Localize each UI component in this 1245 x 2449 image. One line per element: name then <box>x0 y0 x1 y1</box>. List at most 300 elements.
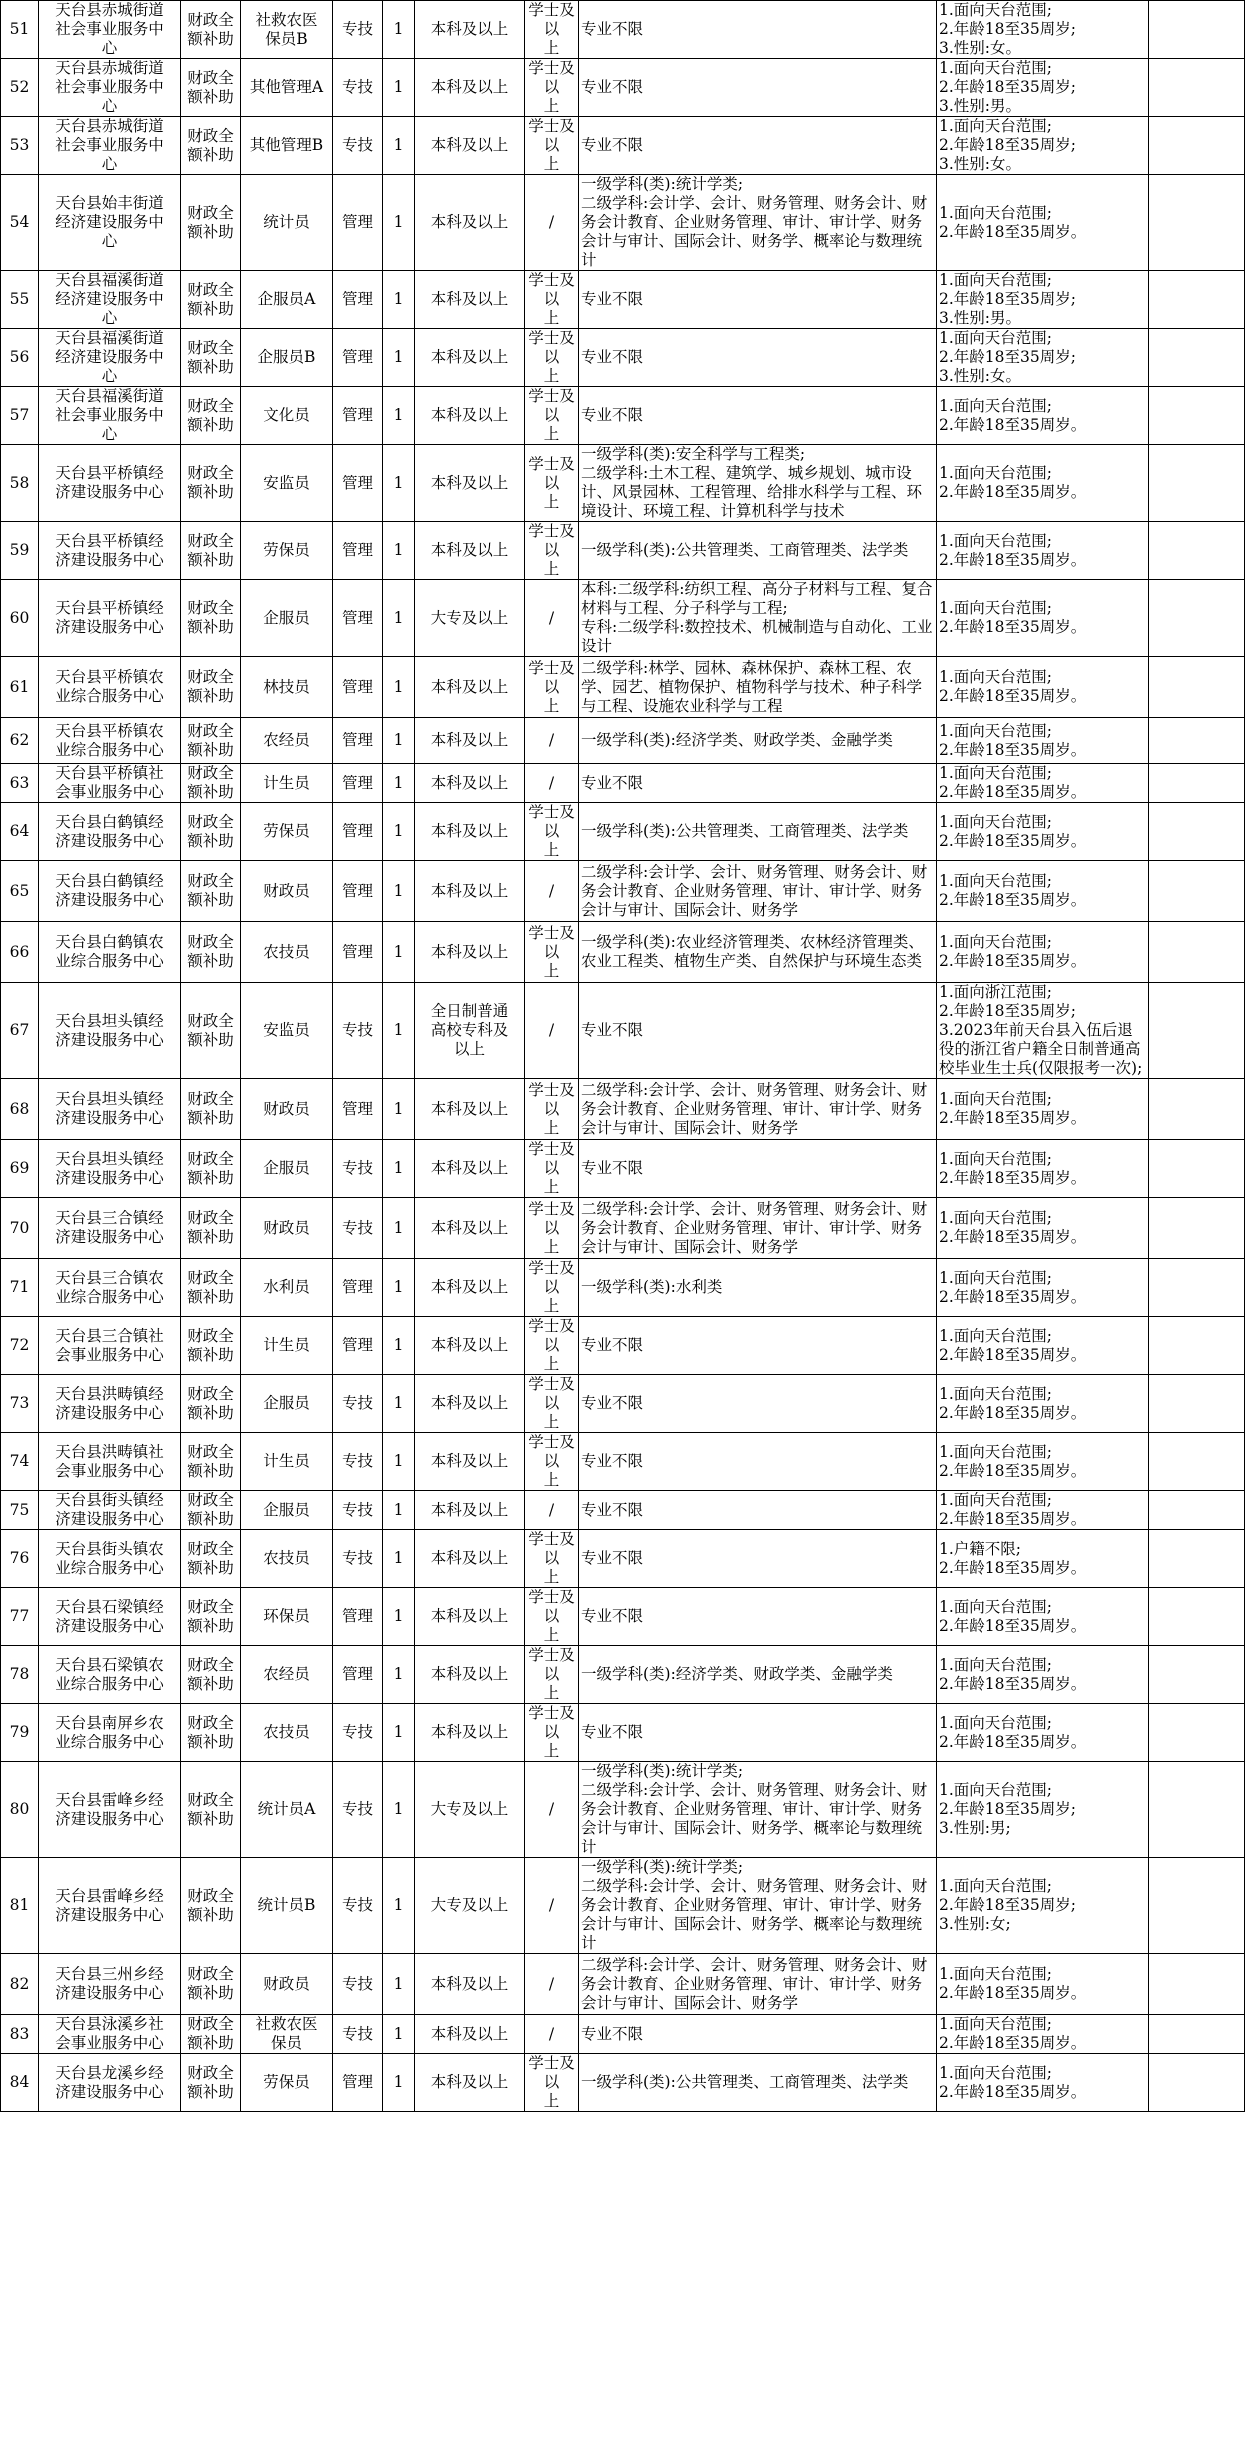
hiring-count-cell: 1 <box>383 117 415 175</box>
degree-requirement-cell: / <box>525 1954 579 2015</box>
degree-requirement-cell: 学士及以 上 <box>525 922 579 983</box>
education-requirement-cell: 本科及以上 <box>415 1079 525 1140</box>
remarks-cell <box>1149 1491 1245 1530</box>
row-number-cell: 75 <box>1 1491 39 1530</box>
funding-type-cell: 财政全 额补助 <box>181 1954 241 2015</box>
hiring-unit-cell: 天台县南屏乡农 业综合服务中心 <box>39 1704 181 1762</box>
row-number-cell: 77 <box>1 1588 39 1646</box>
education-requirement-cell: 本科及以上 <box>415 117 525 175</box>
position-name-cell: 劳保员 <box>241 522 333 580</box>
education-requirement-cell: 本科及以上 <box>415 922 525 983</box>
position-category-cell: 管理 <box>333 445 383 522</box>
position-name-cell: 企服员A <box>241 271 333 329</box>
degree-requirement-cell: 学士及以 上 <box>525 1433 579 1491</box>
table-row <box>1 1259 1245 1317</box>
degree-requirement-cell: 学士及以 上 <box>525 271 579 329</box>
position-category-cell: 管理 <box>333 1588 383 1646</box>
major-requirement-cell: 一级学科(类):统计学类; 二级学科:会计学、会计、财务管理、财务会计、财务会计教育、企业财务管理、审计、审计学、财务会计与审计、国际会计、财务学、概率论与数理统计 <box>579 1762 937 1858</box>
degree-requirement-cell: 学士及以 上 <box>525 522 579 580</box>
degree-requirement-cell: 学士及以 上 <box>525 1317 579 1375</box>
funding-type-cell: 财政全 额补助 <box>181 1646 241 1704</box>
hiring-unit-cell: 天台县福溪街道 经济建设服务中 心 <box>39 271 181 329</box>
remarks-cell <box>1149 2015 1245 2054</box>
education-requirement-cell: 本科及以上 <box>415 1259 525 1317</box>
position-category-cell: 专技 <box>333 1433 383 1491</box>
other-requirements-cell: 1.面向天台范围; 2.年龄18至35周岁。 <box>937 1954 1149 2015</box>
funding-type-cell: 财政全 额补助 <box>181 117 241 175</box>
hiring-count-cell: 1 <box>383 1317 415 1375</box>
position-category-cell: 管理 <box>333 271 383 329</box>
table-row <box>1 1858 1245 1954</box>
hiring-unit-cell: 天台县平桥镇经 济建设服务中心 <box>39 445 181 522</box>
hiring-count-cell: 1 <box>383 1704 415 1762</box>
funding-type-cell: 财政全 额补助 <box>181 922 241 983</box>
hiring-count-cell: 1 <box>383 1079 415 1140</box>
hiring-unit-cell: 天台县雷峰乡经 济建设服务中心 <box>39 1858 181 1954</box>
row-number-cell: 58 <box>1 445 39 522</box>
education-requirement-cell: 本科及以上 <box>415 1 525 59</box>
other-requirements-cell: 1.面向天台范围; 2.年龄18至35周岁。 <box>937 718 1149 764</box>
table-row <box>1 1530 1245 1588</box>
position-name-cell: 水利员 <box>241 1259 333 1317</box>
funding-type-cell: 财政全 额补助 <box>181 1491 241 1530</box>
row-number-cell: 71 <box>1 1259 39 1317</box>
funding-type-cell: 财政全 额补助 <box>181 1079 241 1140</box>
major-requirement-cell: 专业不限 <box>579 1433 937 1491</box>
other-requirements-cell: 1.面向天台范围; 2.年龄18至35周岁。 <box>937 1375 1149 1433</box>
position-category-cell: 管理 <box>333 803 383 861</box>
hiring-count-cell: 1 <box>383 1762 415 1858</box>
other-requirements-cell: 1.面向浙江范围; 2.年龄18至35周岁; 3.2023年前天台县入伍后退役的浙江省户籍全日制普通高校毕业生士兵(仅限报考一次); <box>937 983 1149 1079</box>
degree-requirement-cell: / <box>525 764 579 803</box>
remarks-cell <box>1149 1858 1245 1954</box>
funding-type-cell: 财政全 额补助 <box>181 387 241 445</box>
major-requirement-cell: 一级学科(类):统计学类; 二级学科:会计学、会计、财务管理、财务会计、财务会计教育、企业财务管理、审计、审计学、财务会计与审计、国际会计、财务学、概率论与数理统计 <box>579 1858 937 1954</box>
major-requirement-cell: 专业不限 <box>579 387 937 445</box>
education-requirement-cell: 本科及以上 <box>415 175 525 271</box>
position-name-cell: 农技员 <box>241 1704 333 1762</box>
row-number-cell: 82 <box>1 1954 39 2015</box>
hiring-unit-cell: 天台县赤城街道 社会事业服务中 心 <box>39 59 181 117</box>
position-name-cell: 文化员 <box>241 387 333 445</box>
degree-requirement-cell: 学士及以 上 <box>525 1588 579 1646</box>
row-number-cell: 78 <box>1 1646 39 1704</box>
major-requirement-cell: 一级学科(类):公共管理类、工商管理类、法学类 <box>579 2054 937 2112</box>
table-row <box>1 522 1245 580</box>
education-requirement-cell: 本科及以上 <box>415 764 525 803</box>
education-requirement-cell: 本科及以上 <box>415 718 525 764</box>
position-name-cell: 统计员B <box>241 1858 333 1954</box>
position-name-cell: 企服员 <box>241 1375 333 1433</box>
major-requirement-cell: 一级学科(类):经济学类、财政学类、金融学类 <box>579 718 937 764</box>
remarks-cell <box>1149 1317 1245 1375</box>
table-row <box>1 1491 1245 1530</box>
other-requirements-cell: 1.面向天台范围; 2.年龄18至35周岁。 <box>937 1079 1149 1140</box>
position-category-cell: 管理 <box>333 1317 383 1375</box>
position-name-cell: 企服员 <box>241 580 333 657</box>
other-requirements-cell: 1.面向天台范围; 2.年龄18至35周岁。 <box>937 522 1149 580</box>
hiring-count-cell: 1 <box>383 2015 415 2054</box>
funding-type-cell: 财政全 额补助 <box>181 1140 241 1198</box>
major-requirement-cell: 专业不限 <box>579 1491 937 1530</box>
funding-type-cell: 财政全 额补助 <box>181 522 241 580</box>
position-category-cell: 专技 <box>333 1858 383 1954</box>
row-number-cell: 69 <box>1 1140 39 1198</box>
row-number-cell: 57 <box>1 387 39 445</box>
hiring-count-cell: 1 <box>383 522 415 580</box>
other-requirements-cell: 1.面向天台范围; 2.年龄18至35周岁。 <box>937 1646 1149 1704</box>
other-requirements-cell: 1.面向天台范围; 2.年龄18至35周岁。 <box>937 580 1149 657</box>
remarks-cell <box>1149 764 1245 803</box>
remarks-cell <box>1149 1704 1245 1762</box>
table-row <box>1 983 1245 1079</box>
position-category-cell: 管理 <box>333 522 383 580</box>
hiring-count-cell: 1 <box>383 387 415 445</box>
hiring-unit-cell: 天台县洪畴镇经 济建设服务中心 <box>39 1375 181 1433</box>
education-requirement-cell: 本科及以上 <box>415 2054 525 2112</box>
degree-requirement-cell: 学士及以 上 <box>525 445 579 522</box>
row-number-cell: 66 <box>1 922 39 983</box>
hiring-unit-cell: 天台县坦头镇经 济建设服务中心 <box>39 983 181 1079</box>
position-name-cell: 企服员 <box>241 1491 333 1530</box>
other-requirements-cell: 1.面向天台范围; 2.年龄18至35周岁。 <box>937 1588 1149 1646</box>
table-row <box>1 117 1245 175</box>
position-category-cell: 专技 <box>333 1491 383 1530</box>
other-requirements-cell: 1.面向天台范围; 2.年龄18至35周岁; 3.性别:女。 <box>937 117 1149 175</box>
education-requirement-cell: 本科及以上 <box>415 1954 525 2015</box>
position-name-cell: 环保员 <box>241 1588 333 1646</box>
degree-requirement-cell: / <box>525 1491 579 1530</box>
funding-type-cell: 财政全 额补助 <box>181 2054 241 2112</box>
major-requirement-cell: 一级学科(类):公共管理类、工商管理类、法学类 <box>579 522 937 580</box>
position-name-cell: 劳保员 <box>241 803 333 861</box>
degree-requirement-cell: 学士及以 上 <box>525 803 579 861</box>
position-name-cell: 统计员 <box>241 175 333 271</box>
degree-requirement-cell: 学士及以 上 <box>525 1375 579 1433</box>
row-number-cell: 60 <box>1 580 39 657</box>
table-row <box>1 175 1245 271</box>
other-requirements-cell: 1.面向天台范围; 2.年龄18至35周岁。 <box>937 1704 1149 1762</box>
major-requirement-cell: 二级学科:会计学、会计、财务管理、财务会计、财务会计教育、企业财务管理、审计、审计学、财务会计与审计、国际会计、财务学 <box>579 1954 937 2015</box>
remarks-cell <box>1149 1198 1245 1259</box>
hiring-unit-cell: 天台县白鹤镇经 济建设服务中心 <box>39 803 181 861</box>
row-number-cell: 54 <box>1 175 39 271</box>
major-requirement-cell: 专业不限 <box>579 764 937 803</box>
position-name-cell: 企服员 <box>241 1140 333 1198</box>
major-requirement-cell: 专业不限 <box>579 1704 937 1762</box>
row-number-cell: 59 <box>1 522 39 580</box>
funding-type-cell: 财政全 额补助 <box>181 1375 241 1433</box>
other-requirements-cell: 1.面向天台范围; 2.年龄18至35周岁。 <box>937 657 1149 718</box>
row-number-cell: 74 <box>1 1433 39 1491</box>
table-row <box>1 1704 1245 1762</box>
degree-requirement-cell: 学士及以 上 <box>525 1259 579 1317</box>
education-requirement-cell: 本科及以上 <box>415 1140 525 1198</box>
degree-requirement-cell: / <box>525 983 579 1079</box>
hiring-count-cell: 1 <box>383 59 415 117</box>
funding-type-cell: 财政全 额补助 <box>181 764 241 803</box>
position-category-cell: 管理 <box>333 1646 383 1704</box>
table-row <box>1 922 1245 983</box>
remarks-cell <box>1149 1588 1245 1646</box>
major-requirement-cell: 专业不限 <box>579 329 937 387</box>
other-requirements-cell: 1.面向天台范围; 2.年龄18至35周岁。 <box>937 922 1149 983</box>
funding-type-cell: 财政全 额补助 <box>181 983 241 1079</box>
row-number-cell: 70 <box>1 1198 39 1259</box>
other-requirements-cell: 1.面向天台范围; 2.年龄18至35周岁。 <box>937 2054 1149 2112</box>
education-requirement-cell: 本科及以上 <box>415 1491 525 1530</box>
funding-type-cell: 财政全 额补助 <box>181 271 241 329</box>
funding-type-cell: 财政全 额补助 <box>181 1858 241 1954</box>
position-category-cell: 专技 <box>333 1704 383 1762</box>
table-row <box>1 1198 1245 1259</box>
table-row <box>1 1375 1245 1433</box>
position-name-cell: 农经员 <box>241 718 333 764</box>
position-name-cell: 企服员B <box>241 329 333 387</box>
table-row <box>1 59 1245 117</box>
hiring-unit-cell: 天台县坦头镇经 济建设服务中心 <box>39 1079 181 1140</box>
remarks-cell <box>1149 329 1245 387</box>
table-row <box>1 1954 1245 2015</box>
row-number-cell: 72 <box>1 1317 39 1375</box>
table-row <box>1 580 1245 657</box>
degree-requirement-cell: 学士及以 上 <box>525 1079 579 1140</box>
position-category-cell: 专技 <box>333 1375 383 1433</box>
education-requirement-cell: 本科及以上 <box>415 1646 525 1704</box>
major-requirement-cell: 专业不限 <box>579 1 937 59</box>
hiring-count-cell: 1 <box>383 580 415 657</box>
hiring-unit-cell: 天台县平桥镇农 业综合服务中心 <box>39 718 181 764</box>
degree-requirement-cell: 学士及以 上 <box>525 1 579 59</box>
row-number-cell: 80 <box>1 1762 39 1858</box>
hiring-unit-cell: 天台县三合镇社 会事业服务中心 <box>39 1317 181 1375</box>
row-number-cell: 64 <box>1 803 39 861</box>
position-name-cell: 农技员 <box>241 1530 333 1588</box>
table-body <box>1 1 1245 2112</box>
row-number-cell: 84 <box>1 2054 39 2112</box>
hiring-count-cell: 1 <box>383 329 415 387</box>
position-category-cell: 管理 <box>333 387 383 445</box>
hiring-count-cell: 1 <box>383 1954 415 2015</box>
position-category-cell: 专技 <box>333 2015 383 2054</box>
hiring-count-cell: 1 <box>383 1858 415 1954</box>
funding-type-cell: 财政全 额补助 <box>181 580 241 657</box>
remarks-cell <box>1149 922 1245 983</box>
hiring-unit-cell: 天台县三州乡经 济建设服务中心 <box>39 1954 181 2015</box>
table-row <box>1 657 1245 718</box>
row-number-cell: 68 <box>1 1079 39 1140</box>
funding-type-cell: 财政全 额补助 <box>181 718 241 764</box>
major-requirement-cell: 专业不限 <box>579 59 937 117</box>
major-requirement-cell: 专业不限 <box>579 983 937 1079</box>
education-requirement-cell: 大专及以上 <box>415 1762 525 1858</box>
hiring-unit-cell: 天台县石梁镇经 济建设服务中心 <box>39 1588 181 1646</box>
table-row <box>1 1588 1245 1646</box>
degree-requirement-cell: / <box>525 1858 579 1954</box>
degree-requirement-cell: / <box>525 1762 579 1858</box>
table-row <box>1 1646 1245 1704</box>
row-number-cell: 55 <box>1 271 39 329</box>
education-requirement-cell: 本科及以上 <box>415 657 525 718</box>
table-row <box>1 1 1245 59</box>
other-requirements-cell: 1.面向天台范围; 2.年龄18至35周岁。 <box>937 1317 1149 1375</box>
position-category-cell: 管理 <box>333 657 383 718</box>
funding-type-cell: 财政全 额补助 <box>181 329 241 387</box>
hiring-unit-cell: 天台县福溪街道 经济建设服务中 心 <box>39 329 181 387</box>
education-requirement-cell: 本科及以上 <box>415 803 525 861</box>
hiring-unit-cell: 天台县福溪街道 社会事业服务中 心 <box>39 387 181 445</box>
education-requirement-cell: 全日制普通 高校专科及 以上 <box>415 983 525 1079</box>
education-requirement-cell: 本科及以上 <box>415 59 525 117</box>
remarks-cell <box>1149 983 1245 1079</box>
hiring-unit-cell: 天台县平桥镇农 业综合服务中心 <box>39 657 181 718</box>
degree-requirement-cell: 学士及以 上 <box>525 329 579 387</box>
row-number-cell: 73 <box>1 1375 39 1433</box>
education-requirement-cell: 本科及以上 <box>415 861 525 922</box>
position-name-cell: 统计员A <box>241 1762 333 1858</box>
position-category-cell: 管理 <box>333 718 383 764</box>
major-requirement-cell: 二级学科:会计学、会计、财务管理、财务会计、财务会计教育、企业财务管理、审计、审计学、财务会计与审计、国际会计、财务学 <box>579 861 937 922</box>
funding-type-cell: 财政全 额补助 <box>181 1198 241 1259</box>
position-category-cell: 专技 <box>333 59 383 117</box>
education-requirement-cell: 大专及以上 <box>415 1858 525 1954</box>
position-name-cell: 林技员 <box>241 657 333 718</box>
remarks-cell <box>1149 718 1245 764</box>
degree-requirement-cell: 学士及以 上 <box>525 1198 579 1259</box>
remarks-cell <box>1149 1 1245 59</box>
row-number-cell: 52 <box>1 59 39 117</box>
major-requirement-cell: 一级学科(类):农业经济管理类、农林经济管理类、农业工程类、植物生产类、自然保护与环境生态类 <box>579 922 937 983</box>
hiring-unit-cell: 天台县赤城街道 社会事业服务中 心 <box>39 117 181 175</box>
hiring-unit-cell: 天台县街头镇农 业综合服务中心 <box>39 1530 181 1588</box>
position-category-cell: 专技 <box>333 1198 383 1259</box>
position-category-cell: 管理 <box>333 175 383 271</box>
funding-type-cell: 财政全 额补助 <box>181 803 241 861</box>
hiring-unit-cell: 天台县泳溪乡社 会事业服务中心 <box>39 2015 181 2054</box>
table-row <box>1 1762 1245 1858</box>
table-row <box>1 329 1245 387</box>
row-number-cell: 61 <box>1 657 39 718</box>
row-number-cell: 79 <box>1 1704 39 1762</box>
hiring-count-cell: 1 <box>383 1530 415 1588</box>
funding-type-cell: 财政全 额补助 <box>181 1433 241 1491</box>
remarks-cell <box>1149 1375 1245 1433</box>
major-requirement-cell: 一级学科(类):经济学类、财政学类、金融学类 <box>579 1646 937 1704</box>
table-row <box>1 445 1245 522</box>
position-category-cell: 管理 <box>333 922 383 983</box>
major-requirement-cell: 二级学科:会计学、会计、财务管理、财务会计、财务会计教育、企业财务管理、审计、审计学、财务会计与审计、国际会计、财务学 <box>579 1079 937 1140</box>
education-requirement-cell: 本科及以上 <box>415 1375 525 1433</box>
hiring-count-cell: 1 <box>383 2054 415 2112</box>
funding-type-cell: 财政全 额补助 <box>181 445 241 522</box>
education-requirement-cell: 本科及以上 <box>415 2015 525 2054</box>
hiring-unit-cell: 天台县龙溪乡经 济建设服务中心 <box>39 2054 181 2112</box>
position-name-cell: 财政员 <box>241 1954 333 2015</box>
funding-type-cell: 财政全 额补助 <box>181 1762 241 1858</box>
education-requirement-cell: 本科及以上 <box>415 1317 525 1375</box>
row-number-cell: 62 <box>1 718 39 764</box>
education-requirement-cell: 本科及以上 <box>415 271 525 329</box>
table-row <box>1 718 1245 764</box>
education-requirement-cell: 本科及以上 <box>415 445 525 522</box>
degree-requirement-cell: 学士及以 上 <box>525 1646 579 1704</box>
hiring-count-cell: 1 <box>383 803 415 861</box>
hiring-count-cell: 1 <box>383 983 415 1079</box>
position-category-cell: 专技 <box>333 1530 383 1588</box>
hiring-unit-cell: 天台县坦头镇经 济建设服务中心 <box>39 1140 181 1198</box>
degree-requirement-cell: 学士及以 上 <box>525 657 579 718</box>
hiring-count-cell: 1 <box>383 271 415 329</box>
hiring-unit-cell: 天台县街头镇经 济建设服务中心 <box>39 1491 181 1530</box>
other-requirements-cell: 1.面向天台范围; 2.年龄18至35周岁; 3.性别:男; <box>937 1762 1149 1858</box>
position-name-cell: 安监员 <box>241 445 333 522</box>
hiring-count-cell: 1 <box>383 1646 415 1704</box>
remarks-cell <box>1149 1140 1245 1198</box>
education-requirement-cell: 本科及以上 <box>415 1198 525 1259</box>
other-requirements-cell: 1.面向天台范围; 2.年龄18至35周岁; 3.性别:女; <box>937 1858 1149 1954</box>
hiring-unit-cell: 天台县洪畴镇社 会事业服务中心 <box>39 1433 181 1491</box>
hiring-count-cell: 1 <box>383 1433 415 1491</box>
position-category-cell: 专技 <box>333 1140 383 1198</box>
table-row <box>1 803 1245 861</box>
position-name-cell: 计生员 <box>241 1317 333 1375</box>
degree-requirement-cell: / <box>525 580 579 657</box>
other-requirements-cell: 1.户籍不限; 2.年龄18至35周岁。 <box>937 1530 1149 1588</box>
row-number-cell: 63 <box>1 764 39 803</box>
major-requirement-cell: 一级学科(类):安全科学与工程类; 二级学科:土木工程、建筑学、城乡规划、城市设计、风景园林、工程管理、给排水科学与工程、环境设计、环境工程、计算机科学与技术 <box>579 445 937 522</box>
other-requirements-cell: 1.面向天台范围; 2.年龄18至35周岁。 <box>937 387 1149 445</box>
degree-requirement-cell: 学士及以 上 <box>525 1704 579 1762</box>
row-number-cell: 81 <box>1 1858 39 1954</box>
funding-type-cell: 财政全 额补助 <box>181 175 241 271</box>
position-category-cell: 专技 <box>333 983 383 1079</box>
major-requirement-cell: 专业不限 <box>579 2015 937 2054</box>
remarks-cell <box>1149 580 1245 657</box>
other-requirements-cell: 1.面向天台范围; 2.年龄18至35周岁。 <box>937 1198 1149 1259</box>
position-category-cell: 专技 <box>333 1 383 59</box>
position-category-cell: 管理 <box>333 861 383 922</box>
table-row <box>1 764 1245 803</box>
major-requirement-cell: 专业不限 <box>579 1317 937 1375</box>
hiring-count-cell: 1 <box>383 175 415 271</box>
remarks-cell <box>1149 1646 1245 1704</box>
other-requirements-cell: 1.面向天台范围; 2.年龄18至35周岁; 3.性别:男。 <box>937 59 1149 117</box>
other-requirements-cell: 1.面向天台范围; 2.年龄18至35周岁; 3.性别:女。 <box>937 329 1149 387</box>
other-requirements-cell: 1.面向天台范围; 2.年龄18至35周岁。 <box>937 803 1149 861</box>
position-name-cell: 劳保员 <box>241 2054 333 2112</box>
position-category-cell: 管理 <box>333 329 383 387</box>
hiring-unit-cell: 天台县平桥镇经 济建设服务中心 <box>39 522 181 580</box>
row-number-cell: 76 <box>1 1530 39 1588</box>
major-requirement-cell: 专业不限 <box>579 271 937 329</box>
education-requirement-cell: 本科及以上 <box>415 1704 525 1762</box>
row-number-cell: 53 <box>1 117 39 175</box>
funding-type-cell: 财政全 额补助 <box>181 657 241 718</box>
hiring-count-cell: 1 <box>383 657 415 718</box>
remarks-cell <box>1149 445 1245 522</box>
other-requirements-cell: 1.面向天台范围; 2.年龄18至35周岁。 <box>937 445 1149 522</box>
hiring-count-cell: 1 <box>383 1259 415 1317</box>
other-requirements-cell: 1.面向天台范围; 2.年龄18至35周岁。 <box>937 2015 1149 2054</box>
degree-requirement-cell: / <box>525 718 579 764</box>
other-requirements-cell: 1.面向天台范围; 2.年龄18至35周岁。 <box>937 1491 1149 1530</box>
hiring-unit-cell: 天台县三合镇农 业综合服务中心 <box>39 1259 181 1317</box>
hiring-unit-cell: 天台县雷峰乡经 济建设服务中心 <box>39 1762 181 1858</box>
row-number-cell: 65 <box>1 861 39 922</box>
position-name-cell: 农技员 <box>241 922 333 983</box>
hiring-unit-cell: 天台县白鹤镇经 济建设服务中心 <box>39 861 181 922</box>
hiring-unit-cell: 天台县石梁镇农 业综合服务中心 <box>39 1646 181 1704</box>
